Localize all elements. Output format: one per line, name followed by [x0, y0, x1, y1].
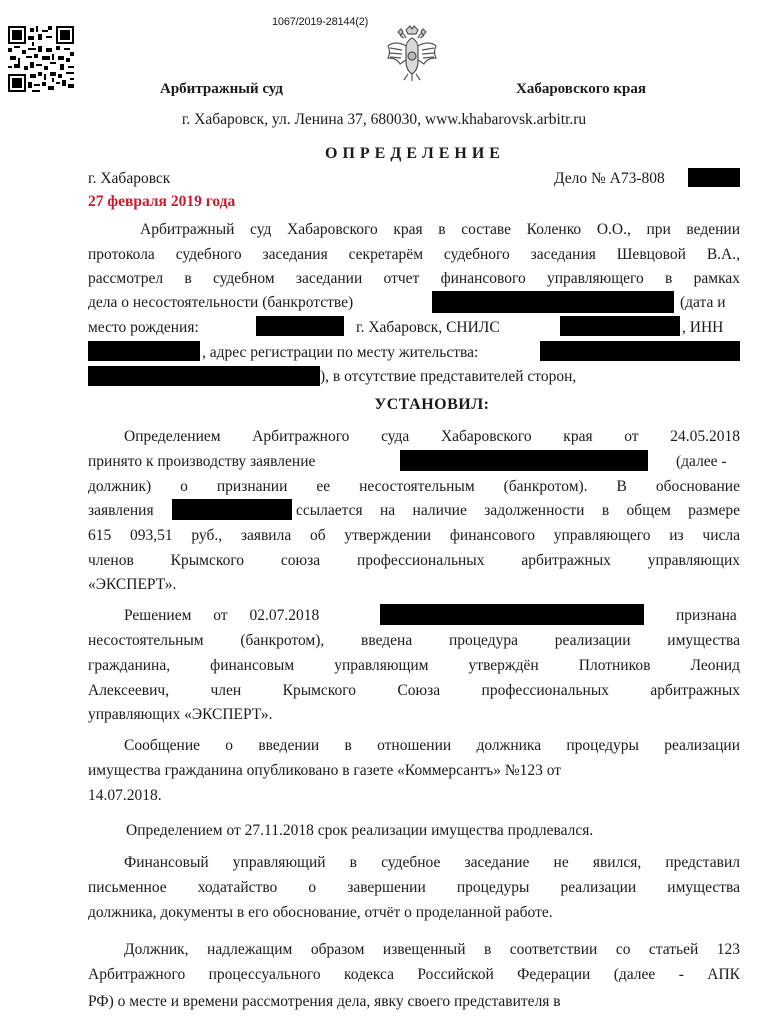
p3-line-2: имущества гражданина опубликовано в газете «Коммерсантъ» №123 от [88, 762, 562, 779]
intro-line-5-mid: г. Хабаровск, СНИЛС [356, 319, 500, 336]
p2-line-4: Алексеевич, член Крымского Союза профессиональных арбитражных [88, 682, 740, 699]
court-address: г. Хабаровск, ул. Ленина 37, 680030, www.khabarovsk.arbitr.ru [181, 111, 587, 128]
intro-line-2: протокола судебного заседания секретарём судебного заседания Шевцовой В.А., [88, 246, 740, 263]
p2-line-1-end: признана [676, 607, 737, 624]
registration-number: 1067/2019-28144(2) [272, 16, 369, 28]
p5-line-2: письменное ходатайство о завершении процедуры реализации имущества [88, 879, 740, 896]
intro-line-5-start: место рождения: [88, 319, 199, 336]
p2-line-3: гражданина, финансовым управляющим утверждён Плотников Леонид [88, 657, 740, 674]
intro-line-4-start: дела о несостоятельности (банкротстве) [88, 294, 354, 311]
p3-line-3: 14.07.2018. [88, 787, 162, 804]
redaction-debtor-p2 [380, 604, 644, 625]
city: г. Хабаровск [88, 170, 171, 187]
p1-line-4-end: ссылается на наличие задолженности в общем размере [296, 502, 740, 519]
p5-line-3: должника, документы в его обоснование, отчёт о проделанной работе. [88, 904, 553, 921]
p1-line-5: 615 093,51 руб., заявила об утверждении финансового управляющего из числа [88, 527, 740, 544]
p6-line-2: Арбитражного процессуального кодекса Российской Федерации (далее - АПК [88, 966, 740, 983]
p2-line-2: несостоятельным (банкротом), введена процедура реализации имущества [88, 632, 740, 649]
redaction-address-1 [540, 341, 740, 361]
redaction-inn [88, 341, 200, 361]
redaction-birth-date [256, 316, 344, 336]
case-number-label: Дело № А73-808 [554, 170, 665, 187]
p1-line-3: должник) о признании ее несостоятельным (банкротом). В обоснование [88, 478, 740, 495]
p1-line-6: членов Крымского союза профессиональных арбитражных управляющих [88, 552, 740, 569]
court-name-left: Арбитражный суд [160, 81, 283, 97]
intro-line-6: , адрес регистрации по месту жительства: [202, 344, 479, 361]
p4-line-1: Определением от 27.11.2018 срок реализации имущества продлевался. [126, 822, 594, 839]
intro-line-7: ), в отсутствие представителей сторон, [320, 368, 577, 385]
p2-line-1-start [124, 607, 364, 625]
p1-line-2-end: (далее - [676, 453, 727, 470]
p1-line-4-start: заявления [88, 502, 154, 519]
p6-line-3: РФ) о месте и времени рассмотрения дела, явку своего представителя в [88, 993, 561, 1010]
p3-line-1: Сообщение о введении в отношении должника процедуры реализации [124, 737, 740, 754]
redaction-snils [560, 316, 680, 336]
redaction-debtor-name [432, 291, 674, 313]
intro-line-5-end: , ИНН [682, 319, 724, 336]
p6-line-1: Должник, надлежащим образом извещенный в соответствии со статьей 123 [124, 941, 740, 958]
redaction-applicant-name [400, 450, 648, 471]
court-name-right: Хабаровского края [516, 81, 646, 97]
p1-line-7: «ЭКСПЕРТ». [88, 576, 177, 593]
p1-line-2-start: принято к производству заявление [88, 453, 316, 470]
document-type-title: ОПРЕДЕЛЕНИЕ [325, 145, 505, 162]
p1-line-1: Определением Арбитражного суда Хабаровского края от 24.05.2018 [124, 428, 740, 445]
redaction-applicant-short [172, 499, 292, 520]
intro-line-1: Арбитражный суд Хабаровского края в составе Коленко О.О., при ведении [140, 221, 740, 238]
redaction-case-number [688, 168, 740, 187]
redaction-address-2 [88, 366, 320, 386]
qr-code-icon [8, 26, 74, 92]
p2-decision-label: Решением от 02.07.2018 [124, 607, 320, 624]
russian-coat-of-arms-icon [384, 24, 440, 84]
established-heading: УСТАНОВИЛ: [374, 396, 490, 413]
p5-line-1: Финансовый управляющий в судебное заседание не явился, представил [124, 854, 740, 871]
document-date: 27 февраля 2019 года [88, 193, 236, 210]
p2-line-5: управляющих «ЭКСПЕРТ». [88, 706, 273, 723]
intro-line-4-end: (дата и [680, 294, 726, 311]
intro-line-3: рассмотрел в судебном заседании отчет финансового управляющего в рамках [88, 270, 740, 287]
